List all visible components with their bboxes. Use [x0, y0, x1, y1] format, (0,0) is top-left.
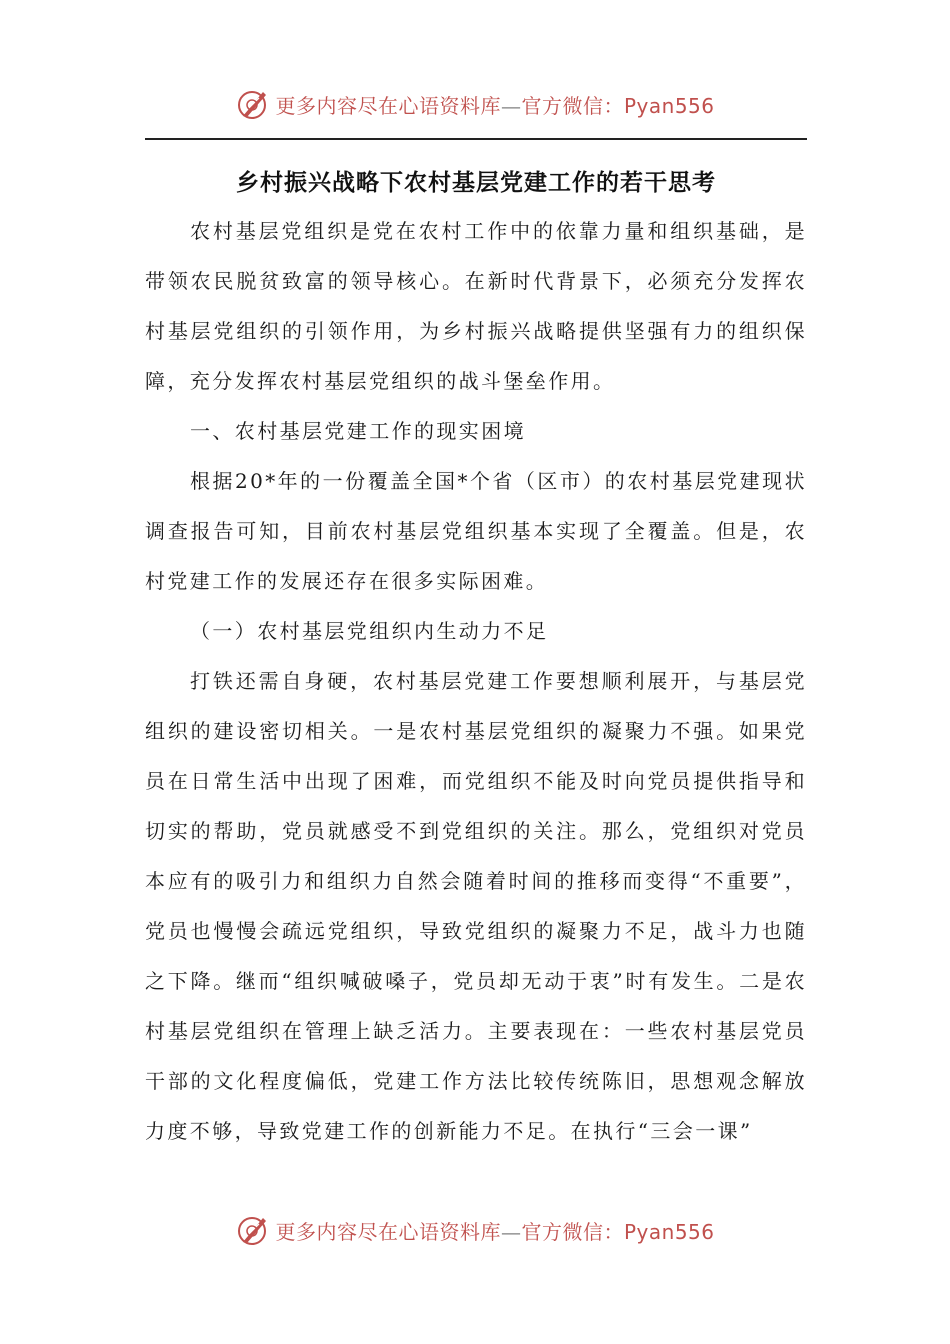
footer-watermark — [0, 1210, 950, 1250]
paragraph-survey: 根据20*年的一份覆盖全国*个省（区市）的农村基层党建现状调查报告可知，目前农村基层党组织基本实现了全覆盖。但是，农村党建工作的发展还存在很多实际困难。 — [145, 469, 807, 593]
watermark-text: 更多内容尽在心语资料库—官方微信：Pyan556 — [275, 1219, 715, 1244]
quill-logo-icon — [235, 1212, 271, 1248]
subsection-heading-1: （一）农村基层党组织内生动力不足 — [190, 619, 549, 643]
header-watermark — [0, 84, 950, 124]
document-title: 乡村振兴战略下农村基层党建工作的若干思考 — [236, 170, 716, 196]
paragraph-intro: 农村基层党组织是党在农村工作中的依靠力量和组织基础，是带领农民脱贫致富的领导核心。在新时代背景下，必须充分发挥农村基层党组织的引领作用，为乡村振兴战略提供坚强有力的组织保障，充分发挥农村基层党组织的战斗堡垒作用。 — [145, 219, 807, 393]
document-body — [145, 206, 807, 1156]
header-divider — [145, 138, 807, 140]
paragraph-motivation: 打铁还需自身硬，农村基层党建工作要想顺利展开，与基层党组织的建设密切相关。一是农村基层党组织的凝聚力不强。如果党员在日常生活中出现了困难，而党组织不能及时向党员提供指导和切实的帮助，党员就感受不到党组织的关注。那么，党组织对党员本应有的吸引力和组织力自然会随着时间的推移而变得“不重要”，党员也慢慢会疏远党组织，导致党组织的凝聚力不足，战斗力也随之下降。继而“组织喊破嗓子，党员却无动于衷”时有发生。二是农村基层党组织在管理上缺乏活力。主要表现在：一些农村基层党员干部的文化程度偏低，党建工作方法比较传统陈旧，思想观念解放力度不够，导致党建工作的创新能力不足。在执行“三会一课” — [145, 669, 807, 1143]
quill-logo-icon — [235, 86, 271, 122]
section-heading-1: 一、农村基层党建工作的现实困境 — [190, 419, 526, 443]
watermark-text: 更多内容尽在心语资料库—官方微信：Pyan556 — [275, 93, 715, 118]
